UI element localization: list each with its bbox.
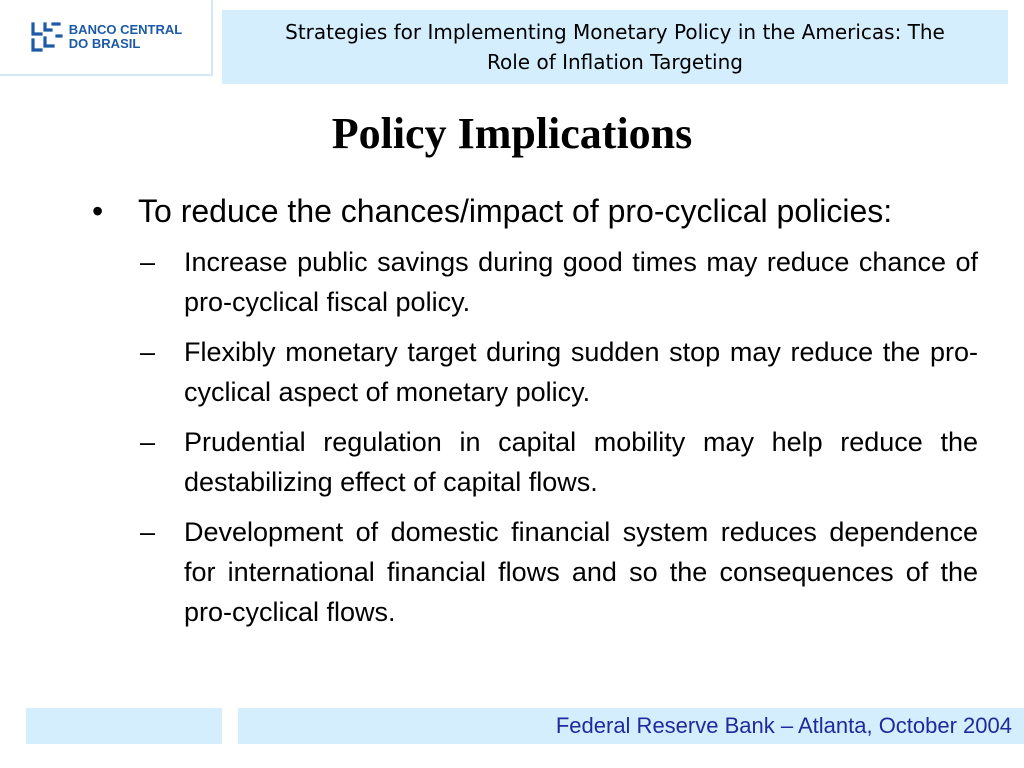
bullet-mark: • <box>92 193 104 229</box>
sub-bullet-text: Development of domestic financial system reduces dependence for international financial flows and so the consequences of the pro-cyclical flows. <box>184 517 978 627</box>
sub-bullet-text: Increase public savings during good times may reduce chance of pro-cyclical fiscal policy. <box>184 247 978 317</box>
sub-bullet-mark: – <box>140 247 156 277</box>
footer-left-band <box>26 708 222 744</box>
logo-text <box>69 23 182 51</box>
sub-bullet <box>140 242 978 322</box>
logo <box>29 20 182 54</box>
slide-content <box>92 190 978 632</box>
bcb-logo-icon <box>29 20 63 54</box>
sub-bullet <box>140 422 978 502</box>
header-band <box>222 10 1008 84</box>
main-bullet <box>92 190 978 232</box>
sub-bullet-mark: – <box>140 517 156 547</box>
sub-bullet-mark: – <box>140 427 156 457</box>
sub-bullet-mark: – <box>140 337 156 367</box>
footer-band <box>238 708 1024 744</box>
sub-bullet-text: Flexibly monetary target during sudden stop may reduce the pro-cyclical aspect of monetary policy. <box>184 337 978 407</box>
footer-text: Federal Reserve Bank – Atlanta, October 2004 <box>555 713 1012 738</box>
header-title: Strategies for Implementing Monetary Policy in the Americas: The Role of Inflation Targeting <box>285 20 945 74</box>
logo-line-2: DO BRASIL <box>68 36 141 51</box>
sub-bullet <box>140 512 978 632</box>
slide-title: Policy Implications <box>331 109 693 158</box>
sub-bullet <box>140 332 978 412</box>
sub-bullet-text: Prudential regulation in capital mobility may help reduce the destabilizing effect of capital flows. <box>184 427 978 497</box>
bullet-text: To reduce the chances/impact of pro-cyclical policies: <box>138 193 893 229</box>
logo-box <box>0 0 213 76</box>
logo-line-1: BANCO CENTRAL <box>68 22 183 37</box>
